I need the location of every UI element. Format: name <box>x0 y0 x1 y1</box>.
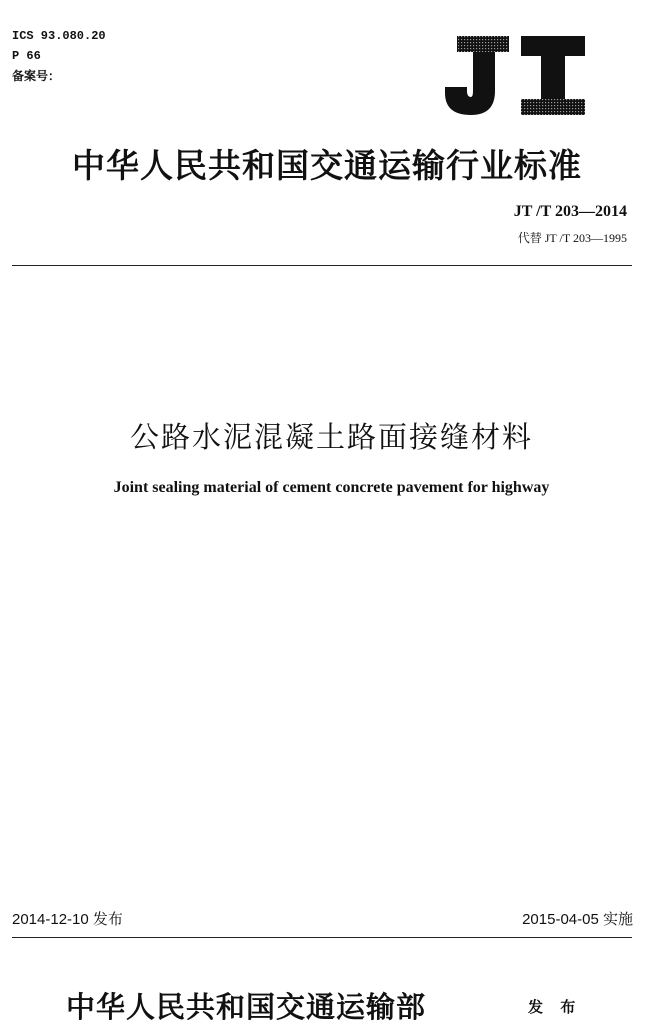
document-title-zh: 公路水泥混凝土路面接缝材料 <box>129 420 533 454</box>
ics-code: ICS 93.080.20 <box>12 29 106 43</box>
publisher-name: 中华人民共和国交通运输部 <box>66 990 427 1024</box>
industry-standard-title: 中华人民共和国交通运输行业标准 <box>72 146 582 185</box>
implementation-date: 2015-04-05 实施 <box>522 911 633 928</box>
standard-number: JT /T 203—2014 <box>513 203 627 220</box>
header-divider <box>12 265 632 266</box>
ccs-code: P 66 <box>12 49 41 63</box>
filing-number-label: 备案号： <box>12 69 61 83</box>
issue-date: 2014-12-10 发布 <box>12 911 123 928</box>
footer-divider <box>12 937 632 938</box>
publish-label: 发 布 <box>528 998 582 1016</box>
document-title-en: Joint sealing material of cement concrete pavement for highway <box>113 479 550 496</box>
jt-logo <box>443 33 588 117</box>
replaced-standard: 代替 JT /T 203—1995 <box>517 231 627 245</box>
